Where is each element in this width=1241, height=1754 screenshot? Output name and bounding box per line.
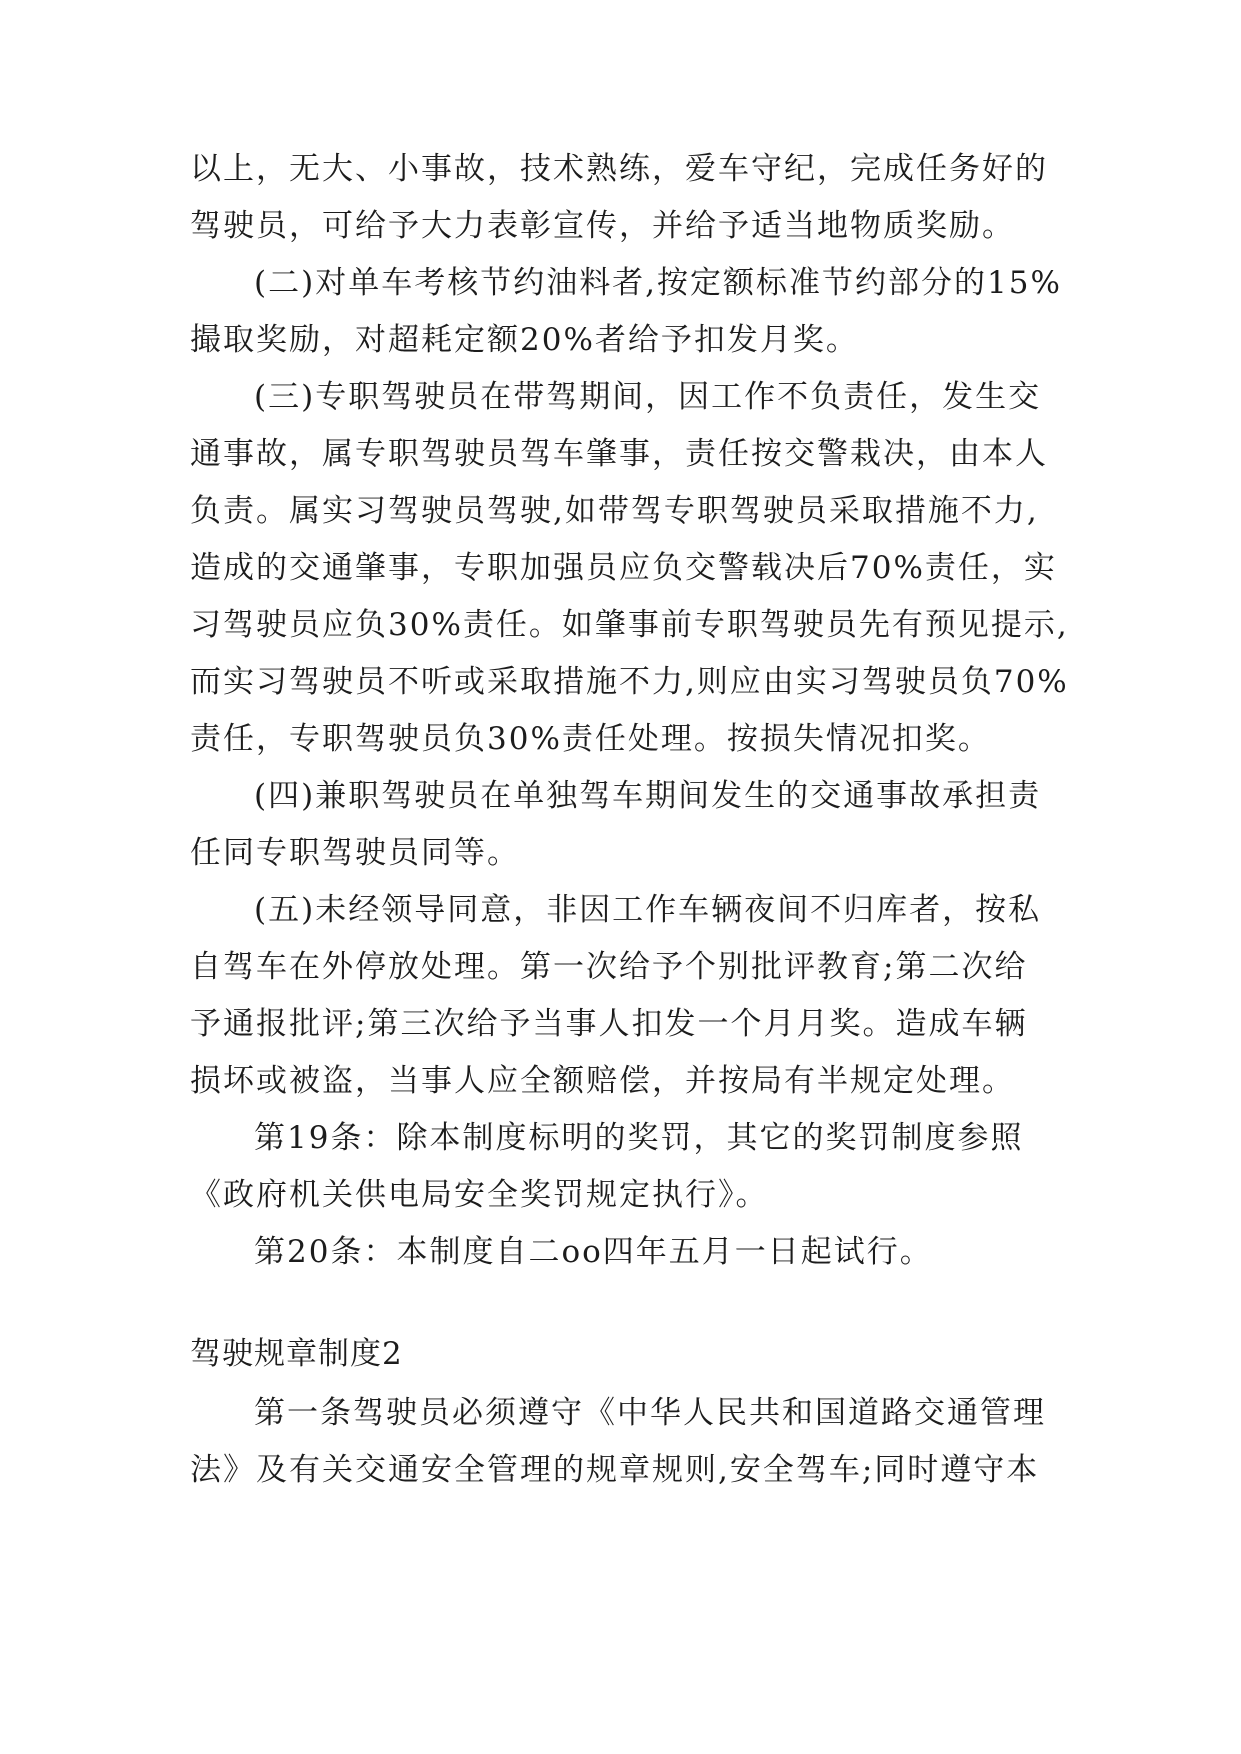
- paragraph-line: 以上，无大、小事故，技术熟练，爱车守纪，完成任务好的: [190, 151, 1048, 187]
- paragraph-line: 造成的交通肇事，专职加强员应负交警载决后70%责任，实: [190, 550, 1057, 586]
- paragraph-line: 第一条驾驶员必须遵守《中华人民共和国道路交通管理: [254, 1395, 1046, 1431]
- paragraph-line: 任同专职驾驶员同等。: [190, 835, 520, 871]
- paragraph-line: 习驾驶员应负30%责任。如肇事前专职驾驶员先有预见提示,: [190, 607, 1069, 643]
- paragraph-line: 驾驶员，可给予大力表彰宣传，并给予适当地物质奖励。: [190, 208, 1015, 244]
- paragraph-line: 负责。属实习驾驶员驾驶,如带驾专职驾驶员采取措施不力,: [190, 493, 1039, 529]
- paragraph-line: 损坏或被盗，当事人应全额赔偿，并按局有半规定处理。: [190, 1063, 1015, 1099]
- article-19-line: 第19条：除本制度标明的奖罚，其它的奖罚制度参照: [254, 1120, 1024, 1156]
- paragraph-line: 责任，专职驾驶员负30%责任处理。按损失情况扣奖。: [190, 721, 991, 757]
- paragraph-line: 《政府机关供电局安全奖罚规定执行》。: [190, 1177, 769, 1213]
- paragraph-line: 予通报批评;第三次给予当事人扣发一个月月奖。造成车辆: [190, 1006, 1028, 1042]
- paragraph-line: 通事故，属专职驾驶员驾车肇事，责任按交警栽决，由本人: [190, 436, 1048, 472]
- article-20-line: 第20条：本制度自二oo四年五月一日起试行。: [254, 1234, 933, 1270]
- section-heading: 驾驶规章制度2: [190, 1336, 403, 1372]
- paragraph-line: (三)专职驾驶员在带驾期间，因工作不负责任，发生交: [254, 379, 1042, 415]
- paragraph-line: (四)兼职驾驶员在单独驾车期间发生的交通事故承担责: [254, 778, 1042, 814]
- paragraph-line: 撮取奖励，对超耗定额20%者给予扣发月奖。: [190, 322, 859, 358]
- paragraph-line: 自驾车在外停放处理。第一次给予个别批评教育;第二次给: [190, 949, 1028, 985]
- paragraph-line: 法》及有关交通安全管理的规章规则,安全驾车;同时遵守本: [190, 1452, 1040, 1488]
- paragraph-line: 而实习驾驶员不听或采取措施不力,则应由实习驾驶员负70%: [190, 664, 1069, 700]
- paragraph-line: (五)未经领导同意，非因工作车辆夜间不归库者，按私: [254, 892, 1042, 928]
- paragraph-line: (二)对单车考核节约油料者,按定额标准节约部分的15%: [254, 265, 1062, 301]
